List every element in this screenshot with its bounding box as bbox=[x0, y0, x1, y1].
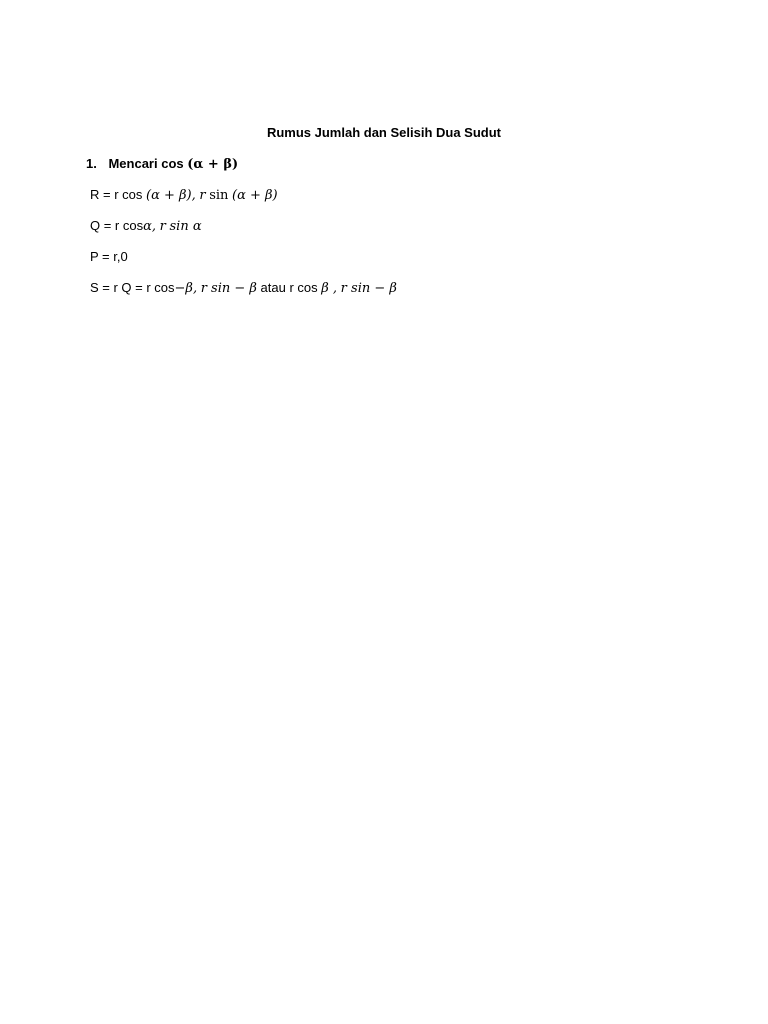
line-r-lead: R = r cos bbox=[90, 187, 143, 202]
line-s bbox=[90, 279, 397, 298]
line-s-mid: atau r cos bbox=[256, 280, 318, 295]
section-number: 1. bbox=[86, 156, 97, 171]
line-s-c: β , bbox=[321, 281, 338, 296]
line-r-b: r bbox=[199, 188, 206, 203]
line-s-b: r sin − β bbox=[200, 281, 257, 296]
section-1-heading bbox=[86, 155, 238, 174]
section-heading-text: Mencari cos bbox=[108, 156, 184, 171]
line-r bbox=[90, 186, 278, 205]
line-q bbox=[90, 217, 202, 236]
line-r-d: (α + β) bbox=[232, 188, 278, 203]
line-q-a: α, bbox=[143, 219, 157, 234]
line-q-c: sin α bbox=[169, 219, 202, 234]
section-heading-arg: (α + β) bbox=[187, 157, 239, 172]
line-s-lead: S = r Q = r cos bbox=[90, 280, 175, 295]
line-s-a: −β, bbox=[174, 281, 198, 296]
line-r-c: sin bbox=[209, 188, 229, 203]
line-r-a: (α + β), bbox=[146, 188, 196, 203]
line-q-b: r bbox=[159, 219, 166, 234]
line-q-lead: Q = r cos bbox=[90, 218, 144, 233]
line-s-d: r sin − β bbox=[340, 281, 397, 296]
line-p: P = r,0 bbox=[90, 249, 128, 264]
document-title: Rumus Jumlah dan Selisih Dua Sudut bbox=[266, 125, 502, 140]
